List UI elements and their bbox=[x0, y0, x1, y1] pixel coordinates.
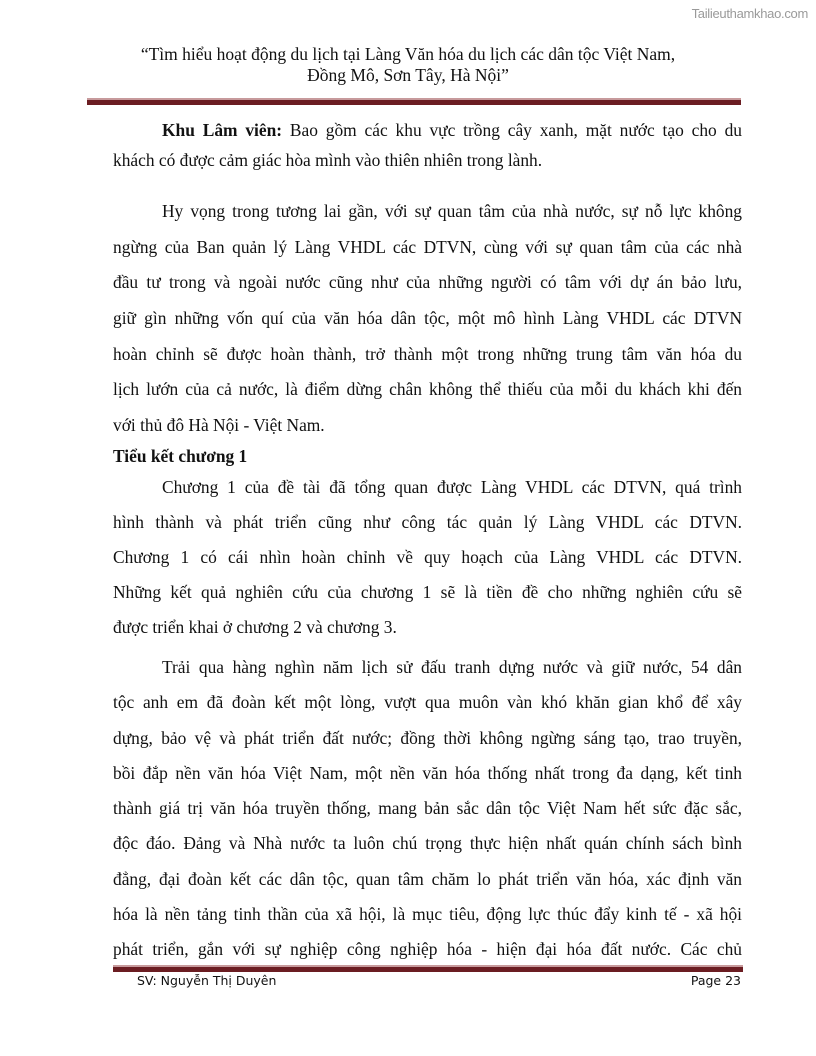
page-header bbox=[0, 44, 816, 86]
paragraph-line: tộc anh em đã đoàn kết một lòng, vượt qua muôn vàn khó khăn gian khổ để xây bbox=[113, 692, 742, 713]
paragraph-line: Hy vọng trong tương lai gần, với sự quan tâm của nhà nước, sự nỗ lực không bbox=[162, 201, 742, 221]
paragraph-line: Trải qua hàng nghìn năm lịch sử đấu tranh dựng nước và giữ nước, 54 dân bbox=[162, 657, 742, 677]
page-footer bbox=[137, 973, 741, 988]
paragraph-khu-lam-vien bbox=[113, 115, 742, 175]
paragraph-line: bồi đắp nền văn hóa Việt Nam, một nền văn hóa thống nhất trong đa dạng, kết tinh bbox=[113, 762, 742, 783]
paragraph-line: lịch lướn của cả nước, là điểm dừng chân không thể thiếu của mỗi du khách khi đến bbox=[113, 379, 742, 400]
paragraph-line: khách có được cảm giác hòa mình vào thiên nhiên trong lành. bbox=[113, 150, 543, 170]
paragraph-line: thành giá trị văn hóa truyền thống, mang bản sắc dân tộc Việt Nam hết sức đặc sắc, bbox=[113, 798, 742, 819]
paragraph-line: đẳng, đại đoàn kết các dân tộc, quan tâm chăm lo phát triển văn hóa, xác định văn bbox=[113, 868, 742, 889]
paragraph-line: được triển khai ở chương 2 và chương 3. bbox=[113, 617, 397, 637]
page-number: Page 23 bbox=[690, 973, 741, 988]
paragraph-line: độc đáo. Đảng và Nhà nước ta luôn chú trọng thực hiện nhất quán chính sách bình bbox=[113, 833, 742, 854]
paragraph-line: với thủ đô Hà Nội - Việt Nam. bbox=[113, 415, 325, 436]
paragraph-line: hình thành và phát triển cũng như công tác quản lý Làng VHDL các DTVN. bbox=[113, 512, 742, 532]
footer-divider bbox=[113, 965, 743, 972]
watermark: Tailieuthamkhao.com bbox=[691, 6, 808, 21]
paragraph-line: đầu tư trong và ngoài nước cũng như của những người có tâm với dự án bảo lưu, bbox=[113, 272, 742, 293]
paragraph-line: Những kết quả nghiên cứu của chương 1 sẽ là tiền đề cho những nghiên cứu sẽ bbox=[113, 582, 742, 602]
paragraph-line: Bao gồm các khu vực trồng cây xanh, mặt nước tạo cho du bbox=[282, 120, 742, 140]
paragraph-tieu-ket bbox=[113, 470, 742, 645]
paragraph-line: Chương 1 của đề tài đã tổng quan được Làng VHDL các DTVN, quá trình bbox=[162, 477, 742, 497]
footer-author: SV: Nguyễn Thị Duyên bbox=[137, 973, 277, 988]
section-heading: Tiểu kết chương 1 bbox=[113, 446, 248, 466]
paragraph-line: ngừng của Ban quản lý Làng VHDL các DTVN, cùng với sự quan tâm của các nhà bbox=[113, 236, 742, 257]
paragraph-line: giữ gìn những vốn quí của văn hóa dân tộc, một mô hình Làng VHDL các DTVN bbox=[113, 308, 742, 329]
header-title-line-2: Đồng Mô, Sơn Tây, Hà Nội” bbox=[307, 65, 509, 85]
paragraph-line: hóa là nền tảng tinh thần của xã hội, là mục tiêu, động lực thúc đẩy kinh tế - xã hội bbox=[113, 904, 742, 925]
paragraph-lead: Khu Lâm viên: bbox=[162, 120, 283, 140]
paragraph-line: Chương 1 có cái nhìn hoàn chỉnh về quy hoạch của Làng VHDL các DTVN. bbox=[113, 547, 742, 567]
paragraph-line: dựng, bảo vệ và phát triển đất nước; đồng thời không ngừng sáng tạo, trao truyền, bbox=[113, 727, 742, 748]
paragraph-trai-qua bbox=[113, 650, 742, 968]
paragraph-line: phát triển, gắn với sự nghiệp công nghiệp hóa - hiện đại hóa đất nước. Các chủ bbox=[113, 939, 742, 960]
header-divider bbox=[87, 98, 741, 105]
paragraph-hy-vong bbox=[113, 194, 742, 444]
paragraph-line: hoàn chỉnh sẽ được hoàn thành, trở thành một trong những trung tâm văn hóa du bbox=[113, 343, 742, 364]
header-title-line-1: “Tìm hiểu hoạt động du lịch tại Làng Văn hóa du lịch các dân tộc Việt Nam, bbox=[140, 44, 676, 64]
